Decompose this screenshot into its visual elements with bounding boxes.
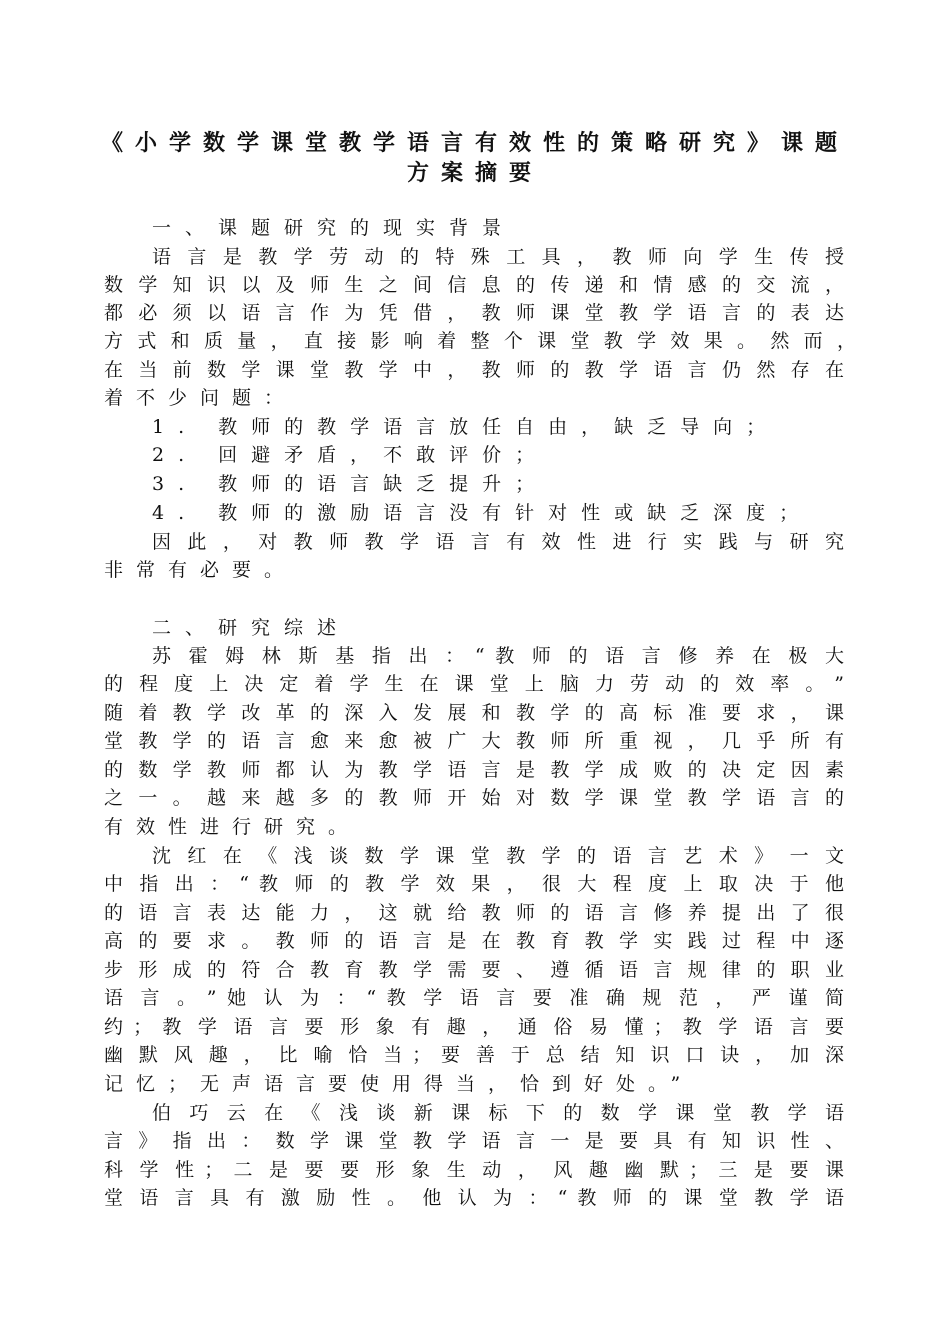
list-item: 2. 回避矛盾，不敢评价；	[152, 444, 549, 466]
paragraph-line: 中 指 出 ： “ 教 师 的 教 学 效 果 ， 很 大 程 度 上 取 决 于 他	[104, 873, 844, 895]
paragraph-line: 语 言 是 教 学 劳 动 的 特 殊 工 具 ， 教 师 向 学 生 传 授	[152, 246, 844, 268]
paragraph-line: 随 着 教 学 改 革 的 深 入 发 展 和 教 学 的 高 标 准 要 求 ， 课	[104, 702, 844, 724]
section-1-heading: 一、课题研究的现实背景	[152, 217, 516, 239]
paragraph-line: 幽 默 风 趣 ， 比 喻 恰 当 ； 要 善 于 总 结 知 识 口 诀 ， 加 深	[104, 1044, 844, 1066]
paragraph-line: 堂 语 言 具 有 激 励 性 。 他 认 为 ： “ 教 师 的 课 堂 教 学 语	[104, 1187, 844, 1209]
paragraph-line: 非常有必要。	[104, 559, 297, 581]
paragraph-line: 堂 教 学 的 语 言 愈 来 愈 被 广 大 教 师 所 重 视 ， 几 乎 所 有	[104, 730, 844, 752]
paragraph-line: 方 式 和 质 量 ， 直 接 影 响 着 整 个 课 堂 教 学 效 果 。 然 而 ，	[104, 330, 856, 352]
paragraph-line: 数 学 知 识 以 及 师 生 之 间 信 息 的 传 递 和 情 感 的 交 流 ，	[104, 274, 844, 296]
paragraph-line: 伯 巧 云 在 《 浅 谈 新 课 标 下 的 数 学 课 堂 教 学 语	[152, 1102, 844, 1124]
section-2-heading: 二、研究综述	[152, 617, 351, 639]
paragraph-line: 因 此 ， 对 教 师 教 学 语 言 有 效 性 进 行 实 践 与 研 究	[152, 531, 844, 553]
document-title-line-1: 《小学数学课堂教学语言有效性的策略研究》课题	[100, 130, 849, 156]
paragraph-line: 约 ； 教 学 语 言 要 形 象 有 趣 ， 通 俗 易 懂 ； 教 学 语 言 要	[104, 1016, 844, 1038]
paragraph-line: 的 数 学 教 师 都 认 为 教 学 语 言 是 教 学 成 败 的 决 定 因 素	[104, 759, 844, 781]
paragraph-line: 苏 霍 姆 林 斯 基 指 出 ： “ 教 师 的 语 言 修 养 在 极 大	[152, 645, 844, 667]
paragraph-line: 的 程 度 上 决 定 着 学 生 在 课 堂 上 脑 力 劳 动 的 效 率 。 ”	[104, 673, 844, 695]
paragraph-line: 科 学 性 ； 二 是 要 要 形 象 生 动 ， 风 趣 幽 默 ； 三 是 要 课	[104, 1159, 844, 1181]
list-item: 4. 教师的激励语言没有针对性或缺乏深度；	[152, 502, 813, 524]
paragraph-line: 有效性进行研究。	[104, 816, 361, 838]
paragraph-line: 都 必 须 以 语 言 作 为 凭 借 ， 教 师 课 堂 教 学 语 言 的 表 达	[104, 302, 844, 324]
paragraph-line: 言 》 指 出 ： 数 学 课 堂 教 学 语 言 一 是 要 具 有 知 识 性 、	[104, 1130, 844, 1152]
list-item: 1. 教师的教学语言放任自由，缺乏导向；	[152, 416, 780, 438]
paragraph-line: 之 一 。 越 来 越 多 的 教 师 开 始 对 数 学 课 堂 教 学 语 言 的	[104, 787, 844, 809]
paragraph-line: 记忆；无声语言要使用得当，恰到好处。”	[104, 1073, 694, 1095]
paragraph-line: 的 语 言 表 达 能 力 ， 这 就 给 教 师 的 语 言 修 养 提 出 了 很	[104, 902, 844, 924]
paragraph-line: 高 的 要 求 。 教 师 的 语 言 是 在 教 育 教 学 实 践 过 程 中 逐	[104, 930, 844, 952]
paragraph-line: 在 当 前 数 学 课 堂 教 学 中 ， 教 师 的 教 学 语 言 仍 然 存 在	[104, 359, 844, 381]
paragraph-line: 着不少问题：	[104, 387, 297, 409]
paragraph-line: 语 言 。 ” 她 认 为 ： “ 教 学 语 言 要 准 确 规 范 ， 严 谨 简	[104, 987, 844, 1009]
paragraph-line: 步 形 成 的 符 合 教 育 教 学 需 要 、 遵 循 语 言 规 律 的 职 业	[104, 959, 844, 981]
paragraph-line: 沈 红 在 《 浅 谈 数 学 课 堂 教 学 的 语 言 艺 术 》 一 文	[152, 845, 844, 867]
list-item: 3. 教师的语言缺乏提升；	[152, 473, 549, 495]
document-title-line-2: 方案摘要	[406, 160, 543, 186]
